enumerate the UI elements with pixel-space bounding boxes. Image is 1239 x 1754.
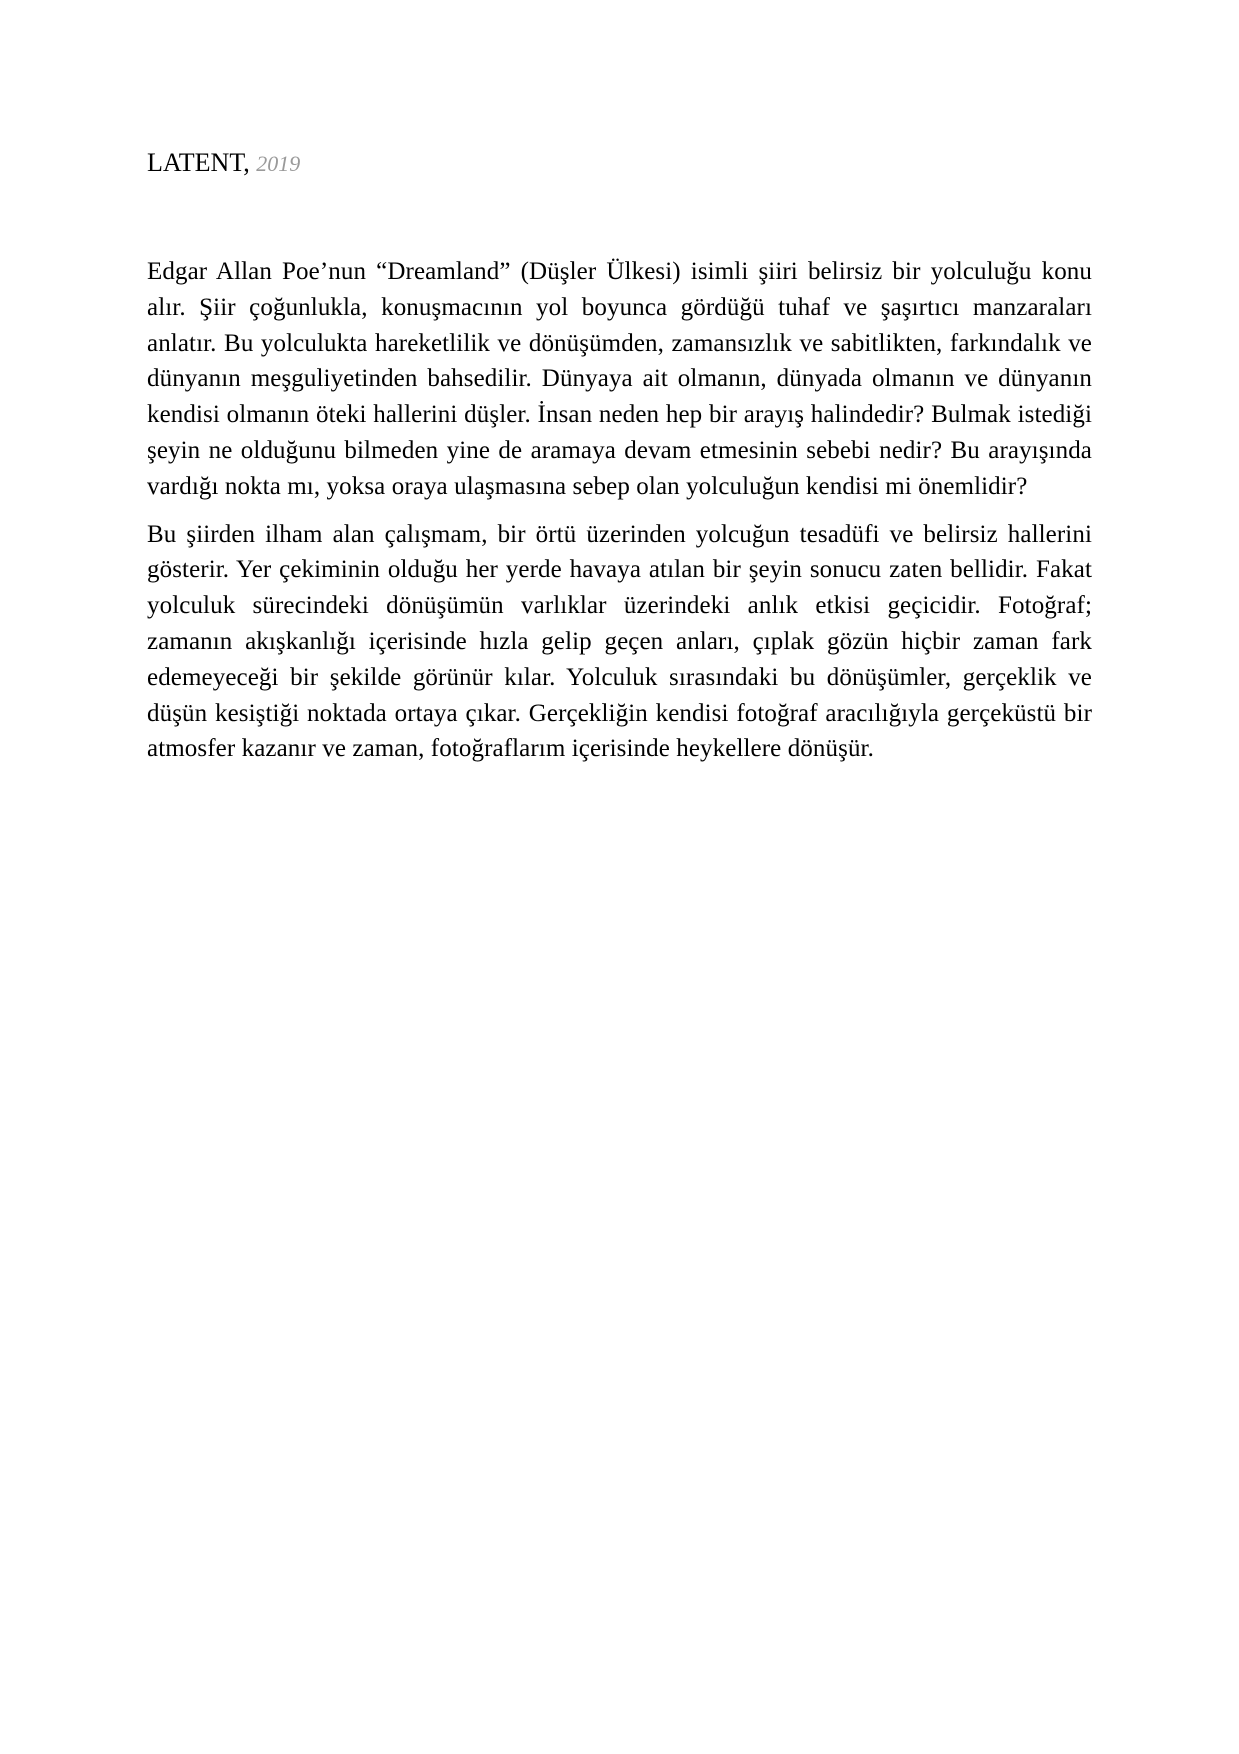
document-title: [147, 146, 300, 181]
title-year: 2019: [256, 151, 301, 176]
body-text: [147, 254, 1092, 779]
title-name: LATENT,: [147, 148, 250, 177]
paragraph-2: Bu şiirden ilham alan çalışmam, bir örtü üzerinden yolcuğun tesadüfi ve belirsiz hallerini gösterir. Yer çekiminin olduğu her yerde havaya atılan bir şeyin sonucu zaten bellidir. Fakat yolculuk sürecindeki dönüşümün varlıklar üzerindeki anlık etkisi geçicidir. Fotoğraf; zamanın akışkanlığı içerisinde hızla gelip geçen anları, çıplak gözün hiçbir zaman fark edemeyeceği bir şekilde görünür kılar. Yolculuk sırasındaki bu dönüşümler, gerçeklik ve düşün kesiştiği noktada ortaya çıkar. Gerçekliğin kendisi fotoğraf aracılığıyla gerçeküstü bir atmosfer kazanır ve zaman, fotoğraflarım içerisinde heykellere dönüşür.: [147, 520, 1092, 763]
paragraph-1: Edgar Allan Poe’nun “Dreamland” (Düşler Ülkesi) isimli şiiri belirsiz bir yolculuğu konu alır. Şiir çoğunlukla, konuşmacının yol boyunca gördüğü tuhaf ve şaşırtıcı manzaraları anlatır. Bu yolculukta hareketlilik ve dönüşümden, zamansızlık ve sabitlikten, farkındalık ve dünyanın meşguliyetinden bahsedilir. Dünyaya ait olmanın, dünyada olmanın ve dünyanın kendisi olmanın öteki hallerini düşler. İnsan neden hep bir arayış halindedir? Bulmak istediği şeyin ne olduğunu bilmeden yine de aramaya devam etmesinin sebebi nedir? Bu arayışında vardığı nokta mı, yoksa oraya ulaşmasına sebep olan yolculuğun kendisi mi önemlidir?: [147, 258, 1092, 500]
